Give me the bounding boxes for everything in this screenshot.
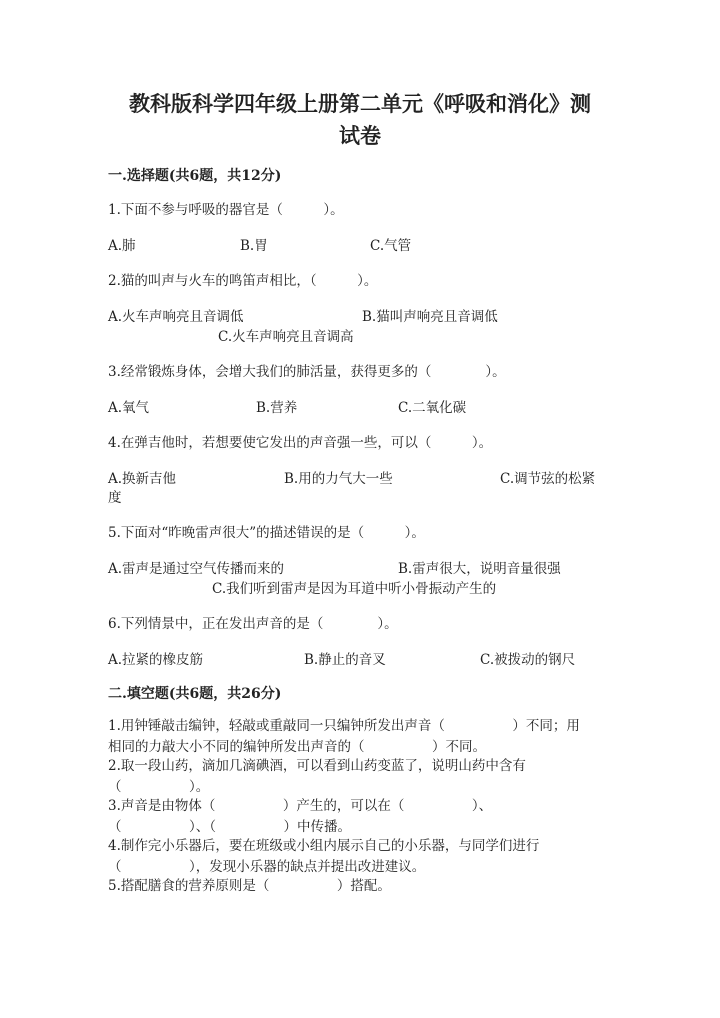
q4-option-c-continued: 度 (108, 490, 122, 506)
q5-option-b: B.雷声很大，说明音量很强 (398, 561, 561, 577)
title-line-1: 教科版科学四年级上册第二单元《呼吸和消化》测 (129, 91, 591, 116)
q2-option-b: B.猫叫声响亮且音调低 (362, 309, 498, 325)
question-1: 1.下面不参与呼吸的器官是（ ）。 (108, 202, 344, 218)
fill-2-line-2: （ ）。 (108, 779, 210, 795)
fill-3-line-2: （ ）、（ ）中传播。 (108, 819, 351, 835)
q3-option-a: A.氧气 (108, 400, 150, 416)
fill-2-line-1: 2.取一段山药，滴加几滴碘酒，可以看到山药变蓝了，说明山药中含有 (108, 758, 526, 774)
section-heading-fill: 二.填空题(共6题，共26分) (108, 686, 282, 702)
q5-option-a: A.雷声是通过空气传播而来的 (108, 561, 285, 577)
q1-option-b: B.胃 (240, 238, 268, 254)
section-heading-choice: 一.选择题(共6题，共12分) (108, 168, 282, 184)
fill-question-5 (108, 876, 608, 897)
fill-1-line-1: 1.用钟锤敲击编钟，轻敲或重敲同一只编钟所发出声音（ ）不同；用 (108, 718, 580, 734)
fill-question-4 (108, 836, 608, 878)
q6-option-b: B.静止的音叉 (304, 652, 386, 668)
q3-option-c: C.二氧化碳 (398, 400, 467, 416)
page-title (100, 88, 620, 152)
q1-option-c: C.气管 (370, 238, 412, 254)
fill-3-line-1: 3.声音是由物体（ ）产生的，可以在（ ）、 (108, 798, 493, 814)
fill-4-line-2: （ ），发现小乐器的缺点并提出改进建议。 (108, 859, 426, 875)
fill-4-line-1: 4.制作完小乐器后，要在班级或小组内展示自己的小乐器，与同学们进行 (108, 838, 540, 854)
question-5: 5.下面对“昨晚雷声很大”的描述错误的是（ ）。 (108, 525, 425, 541)
q5-option-c: C.我们听到雷声是因为耳道中听小骨振动产生的 (212, 581, 497, 597)
q3-option-b: B.营养 (256, 400, 298, 416)
fill-question-3 (108, 796, 608, 838)
q4-option-b: B.用的力气大一些 (284, 471, 393, 487)
q6-option-c: C.被拨动的钢尺 (480, 652, 576, 668)
fill-1-line-2: 相同的力敲大小不同的编钟所发出声音的（ ）不同。 (108, 739, 486, 755)
q4-option-a: A.换新吉他 (108, 471, 177, 487)
fill-question-2 (108, 756, 608, 798)
question-3: 3.经常锻炼身体，会增大我们的肺活量，获得更多的（ ）。 (108, 364, 506, 380)
title-line-2: 试卷 (339, 123, 381, 148)
q2-option-c: C.火车声响亮且音调高 (218, 329, 354, 345)
question-6: 6.下列情景中，正在发出声音的是（ ）。 (108, 616, 398, 632)
q6-option-a: A.拉紧的橡皮筋 (108, 652, 204, 668)
fill-5-line-1: 5.搭配膳食的营养原则是（ ）搭配。 (108, 878, 391, 894)
q1-option-a: A.肺 (108, 238, 136, 254)
q4-option-c: C.调节弦的松紧 (500, 471, 596, 487)
fill-question-1 (108, 716, 608, 758)
question-4: 4.在弹吉他时，若想要使它发出的声音强一些，可以（ ）。 (108, 435, 493, 451)
question-2: 2.猫的叫声与火车的鸣笛声相比，（ ）。 (108, 273, 378, 289)
q2-option-a: A.火车声响亮且音调低 (108, 309, 244, 325)
